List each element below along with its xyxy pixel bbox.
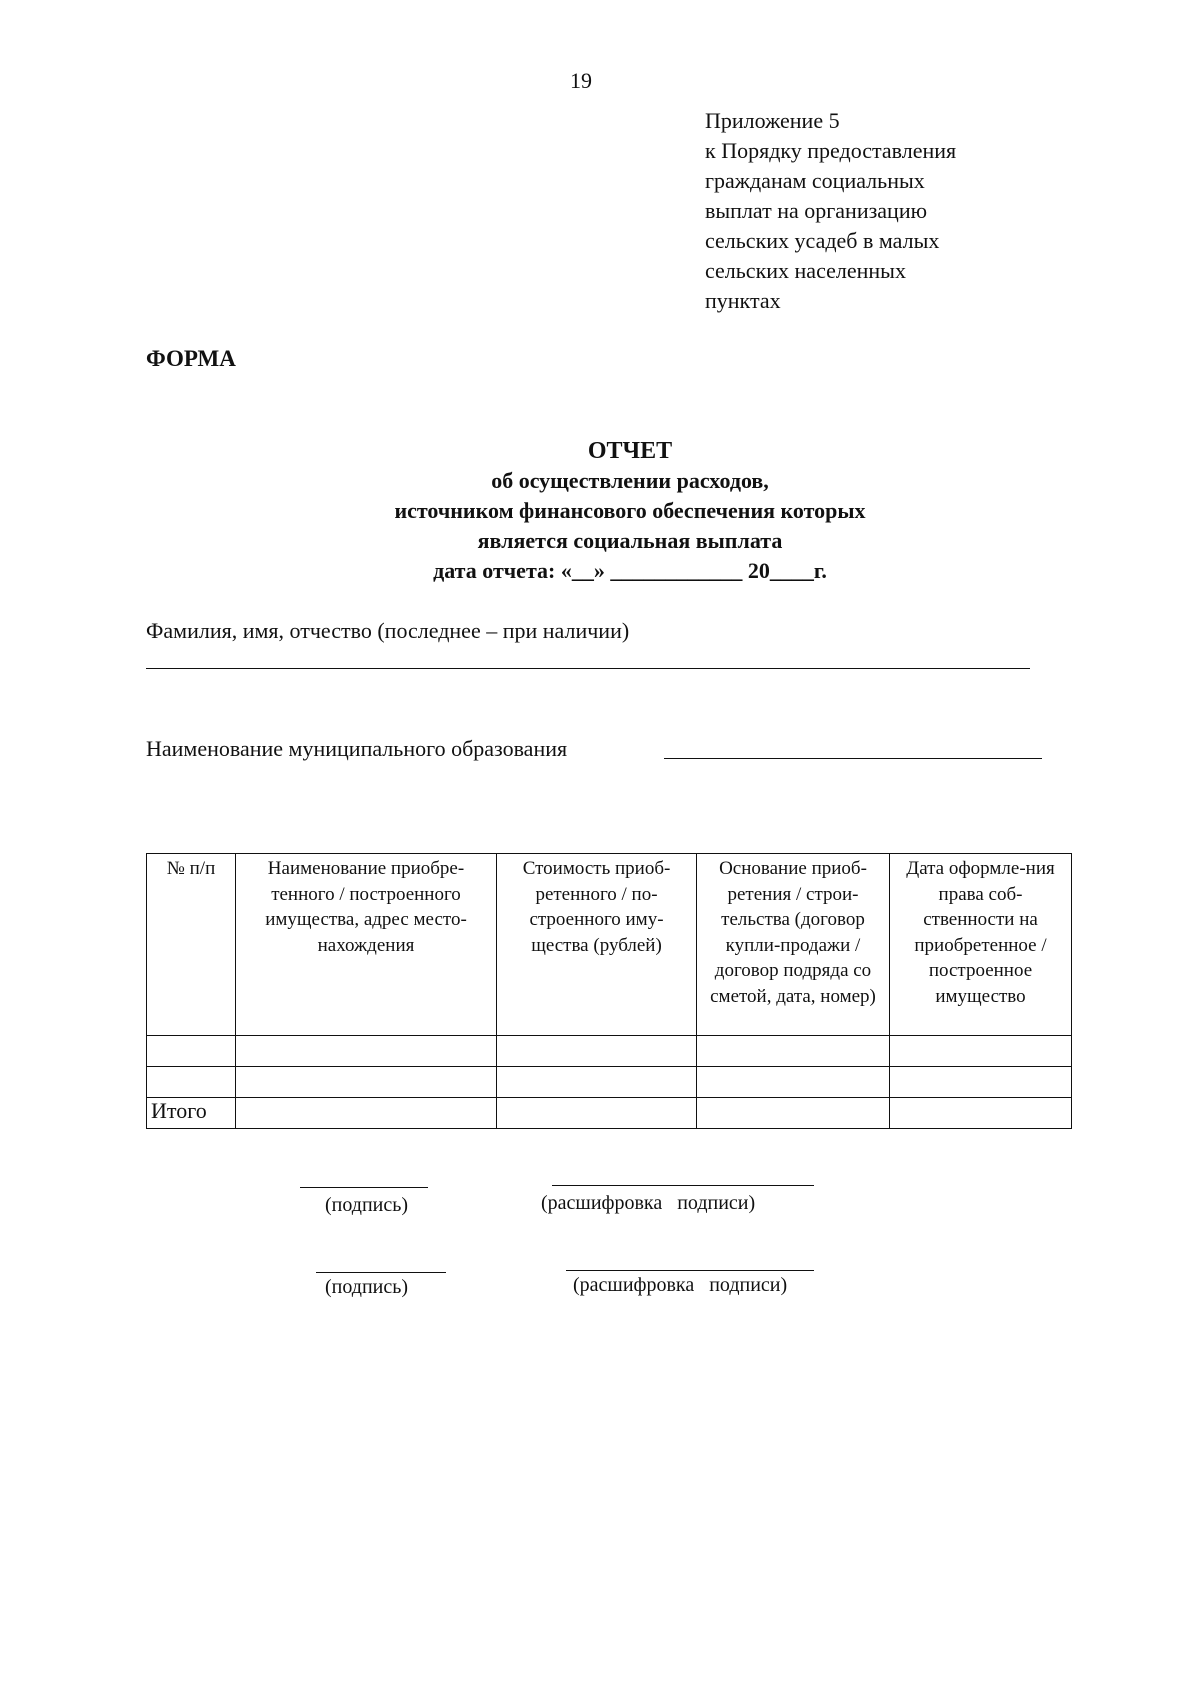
table-cell[interactable] [697,1067,890,1098]
table-cell[interactable] [890,1098,1072,1129]
page-number: 19 [570,68,592,93]
table-cell[interactable] [147,1036,236,1067]
signature-decode-label: (расшифровка подписи) [541,1192,756,1214]
title-line: является социальная выплата [477,528,783,553]
total-row [147,1098,1072,1129]
signature-line[interactable] [300,1187,428,1188]
fio-field[interactable] [146,668,1030,669]
signature-label: (подпись) [325,1276,409,1298]
signature-label: (подпись) [325,1194,409,1216]
table-cell[interactable] [697,1098,890,1129]
table-cell[interactable] [147,1067,236,1098]
table-cell[interactable] [497,1067,697,1098]
signature-line[interactable] [316,1272,446,1273]
signature-decode-line[interactable] [566,1270,814,1271]
table-cell[interactable] [497,1098,697,1129]
header-basis: Основание приоб-ретения / строи-тельства (договор купли-продажи / договор подряда со сметой, дата, номер) [697,854,890,1036]
form-label: ФОРМА [146,346,236,371]
appendix-line: пунктах [705,288,781,313]
header-number: № п/п [147,854,236,1036]
header-ownership-date: Дата оформле-ния права соб-ственности на приобретенное / построенное имущество [890,854,1072,1036]
table-cell[interactable] [890,1067,1072,1098]
appendix-note [705,106,956,316]
appendix-line: гражданам социальных [705,168,925,193]
municipality-label: Наименование муниципального образования [146,736,568,761]
report-title [0,436,1200,586]
signature-decode-label: (расшифровка подписи) [573,1274,788,1296]
table-header-row [147,854,1072,1036]
signature-decode-line[interactable] [552,1185,814,1186]
table-row [147,1036,1072,1067]
title-line: об осуществлении расходов, [491,468,769,493]
table-cell[interactable] [236,1067,497,1098]
report-heading: ОТЧЕТ [587,438,673,464]
header-property: Наименование приобре-тенного / построенного имущества, адрес место-нахождения [236,854,497,1036]
appendix-line: сельских усадеб в малых [705,228,940,253]
appendix-line: выплат на организацию [705,198,928,223]
title-line: источником финансового обеспечения которых [394,498,866,523]
table-cell[interactable] [497,1036,697,1067]
table-cell[interactable] [236,1098,497,1129]
expenses-table [146,853,1072,1129]
municipality-field[interactable] [664,758,1042,759]
appendix-line: сельских населенных [705,258,906,283]
appendix-line: Приложение 5 [705,108,840,133]
table-cell[interactable] [236,1036,497,1067]
fio-label: Фамилия, имя, отчество (последнее – при наличии) [146,618,630,643]
total-label: Итого [147,1098,236,1129]
table-cell[interactable] [697,1036,890,1067]
table-cell[interactable] [890,1036,1072,1067]
header-cost: Стоимость приоб-ретенного / по-строенного иму-щества (рублей) [497,854,697,1036]
report-date[interactable]: дата отчета: «__» ____________ 20____г. [433,558,827,583]
appendix-line: к Порядку предоставления [705,138,957,163]
table-row [147,1067,1072,1098]
